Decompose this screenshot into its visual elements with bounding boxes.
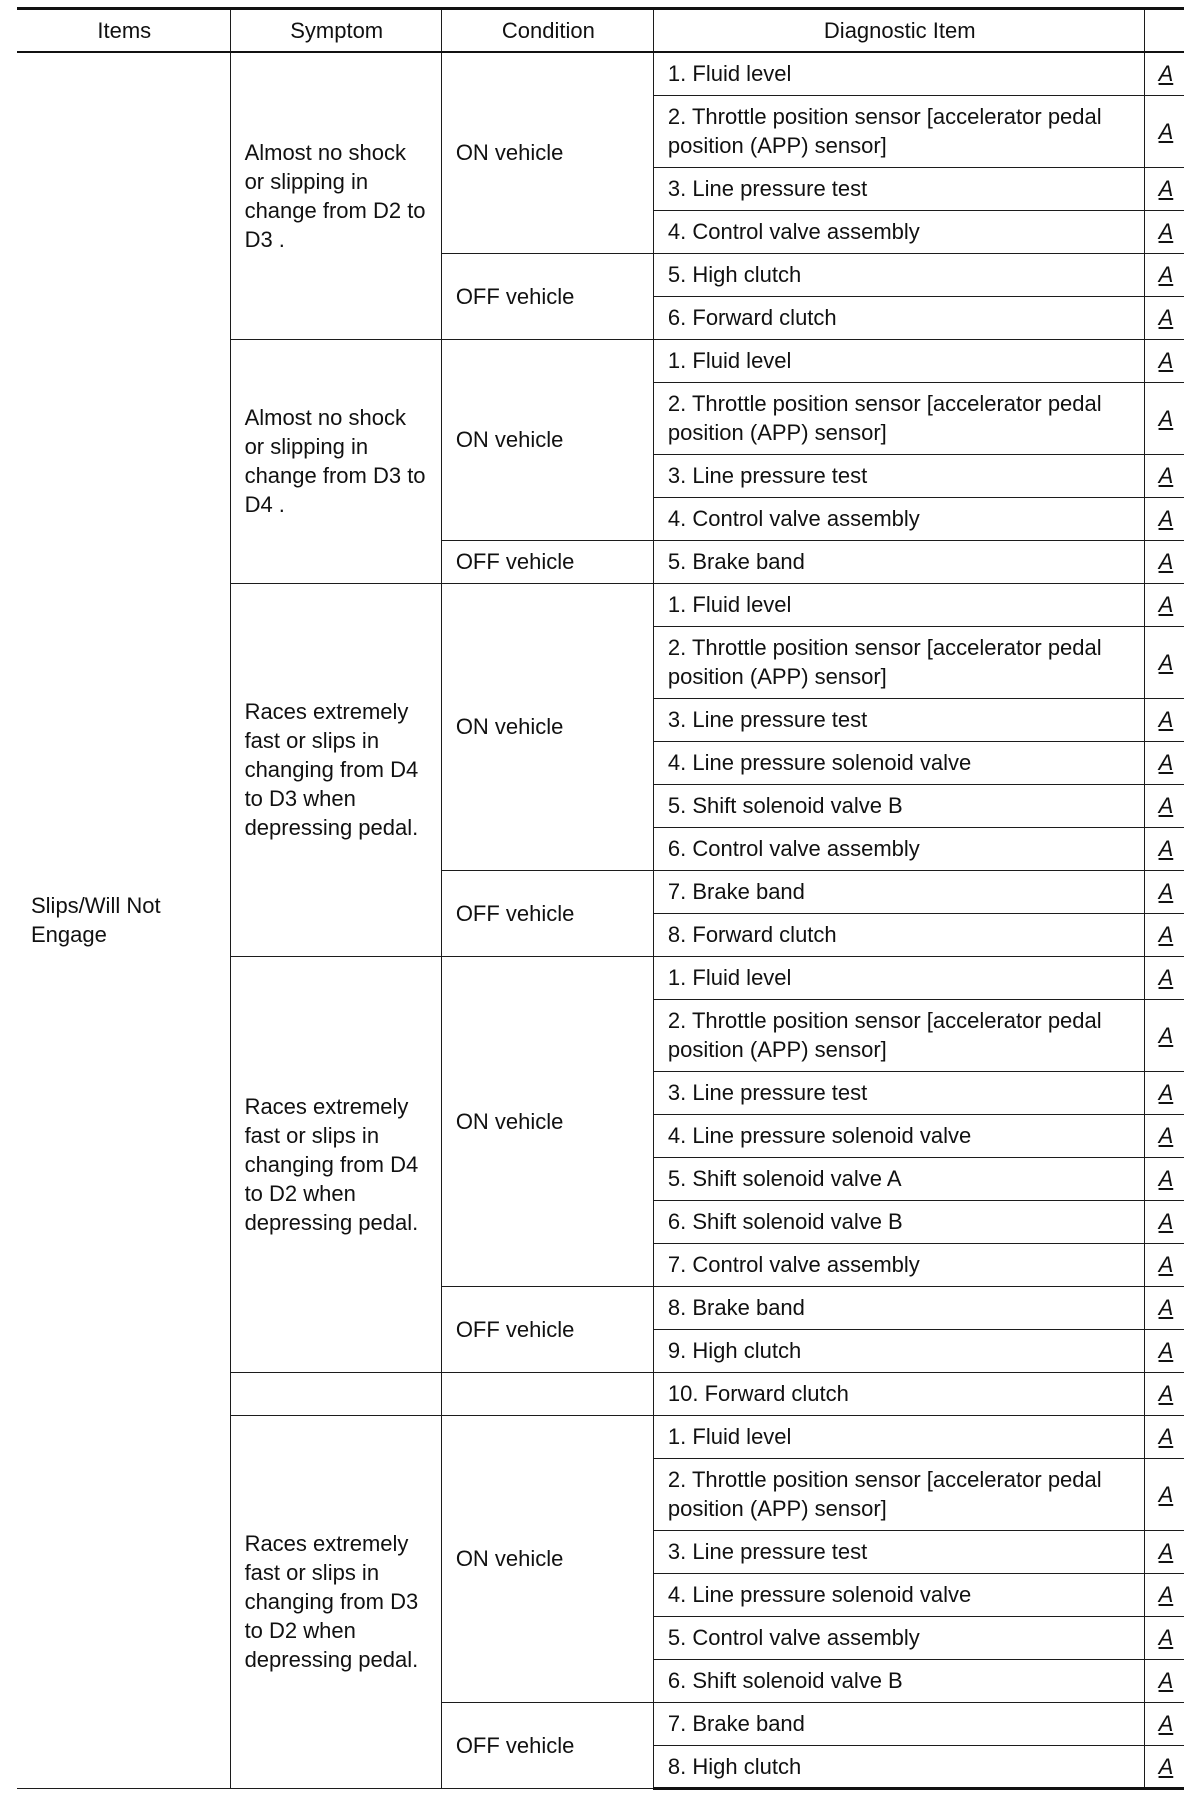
diagnostic-item: 4. Line pressure solenoid valve — [653, 1114, 1144, 1157]
condition-on-vehicle: ON vehicle — [441, 339, 653, 540]
reference-link[interactable]: A — [1144, 296, 1184, 339]
reference-link[interactable]: A — [1144, 626, 1184, 698]
diagnostic-item: 5. Shift solenoid valve B — [653, 784, 1144, 827]
reference-link[interactable]: A — [1144, 1530, 1184, 1573]
diagnostic-item: 6. Control valve assembly — [653, 827, 1144, 870]
reference-link[interactable]: A — [1144, 1702, 1184, 1745]
header-items: Items — [17, 9, 230, 53]
table-row — [17, 52, 1184, 95]
diagnostic-item: 4. Line pressure solenoid valve — [653, 741, 1144, 784]
diagnostic-item: 7. Control valve assembly — [653, 1243, 1144, 1286]
reference-link[interactable]: A — [1144, 1071, 1184, 1114]
reference-link[interactable]: A — [1144, 698, 1184, 741]
diagnostic-item: 2. Throttle position sensor [accelerator pedal position (APP) sensor] — [653, 626, 1144, 698]
reference-link[interactable]: A — [1144, 870, 1184, 913]
reference-link[interactable]: A — [1144, 1415, 1184, 1458]
reference-link[interactable]: A — [1144, 253, 1184, 296]
diagnostic-item: 4. Line pressure solenoid valve — [653, 1573, 1144, 1616]
diagnostic-item: 9. High clutch — [653, 1329, 1144, 1372]
reference-link[interactable]: A — [1144, 1573, 1184, 1616]
symptom-cell: Races extremely fast or slips in changing from D3 to D2 when depressing pedal. — [230, 1415, 441, 1788]
diagnostic-item: 6. Forward clutch — [653, 296, 1144, 339]
diagnostic-item: 8. Forward clutch — [653, 913, 1144, 956]
diagnostic-item: 5. Control valve assembly — [653, 1616, 1144, 1659]
diagnostic-item: 5. Brake band — [653, 540, 1144, 583]
reference-link[interactable]: A — [1144, 95, 1184, 167]
reference-link[interactable]: A — [1144, 167, 1184, 210]
reference-link[interactable]: A — [1144, 1114, 1184, 1157]
items-cell: Slips/Will Not Engage — [17, 52, 230, 1788]
diagnostic-item: 2. Throttle position sensor [accelerator pedal position (APP) sensor] — [653, 999, 1144, 1071]
condition-off-vehicle: OFF vehicle — [441, 253, 653, 339]
diagnostic-item: 8. Brake band — [653, 1286, 1144, 1329]
reference-link[interactable]: A — [1144, 1745, 1184, 1788]
symptom-cell: Races extremely fast or slips in changing from D4 to D2 when depressing pedal. — [230, 956, 441, 1372]
table-header-row — [17, 9, 1184, 53]
diagnostic-item: 1. Fluid level — [653, 339, 1144, 382]
reference-link[interactable]: A — [1144, 583, 1184, 626]
reference-link[interactable]: A — [1144, 52, 1184, 95]
reference-link[interactable]: A — [1144, 1329, 1184, 1372]
condition-on-vehicle: ON vehicle — [441, 1415, 653, 1702]
diagnostic-item: 10. Forward clutch — [653, 1372, 1144, 1415]
reference-link[interactable]: A — [1144, 210, 1184, 253]
diagnostic-item: 2. Throttle position sensor [accelerator pedal position (APP) sensor] — [653, 95, 1144, 167]
diagnostic-item: 8. High clutch — [653, 1745, 1144, 1788]
diagnostic-item: 1. Fluid level — [653, 956, 1144, 999]
reference-link[interactable]: A — [1144, 1286, 1184, 1329]
diagnosis-table-sheet — [17, 7, 1184, 1790]
reference-link[interactable]: A — [1144, 1372, 1184, 1415]
diagnostic-item: 5. High clutch — [653, 253, 1144, 296]
diagnostic-item: 3. Line pressure test — [653, 454, 1144, 497]
symptom-cell: Almost no shock or slipping in change from D3 to D4 . — [230, 339, 441, 583]
condition-off-vehicle: OFF vehicle — [441, 1286, 653, 1372]
symptom-cell: Races extremely fast or slips in changing from D4 to D3 when depressing pedal. — [230, 583, 441, 956]
diagnostic-item: 4. Control valve assembly — [653, 497, 1144, 540]
condition-off-vehicle: OFF vehicle — [441, 870, 653, 956]
diagnostic-item: 1. Fluid level — [653, 1415, 1144, 1458]
header-diagnostic-item: Diagnostic Item — [653, 9, 1144, 53]
diagnostic-item: 3. Line pressure test — [653, 1530, 1144, 1573]
reference-link[interactable]: A — [1144, 1659, 1184, 1702]
symptom-cell: Almost no shock or slipping in change from D2 to D3 . — [230, 52, 441, 339]
reference-link[interactable]: A — [1144, 913, 1184, 956]
diagnosis-table — [17, 7, 1184, 1790]
reference-link[interactable]: A — [1144, 1243, 1184, 1286]
diagnostic-item: 4. Control valve assembly — [653, 210, 1144, 253]
condition-on-vehicle: ON vehicle — [441, 956, 653, 1286]
reference-link[interactable]: A — [1144, 784, 1184, 827]
header-reference — [1144, 9, 1184, 53]
reference-link[interactable]: A — [1144, 1200, 1184, 1243]
symptom-cell-empty — [230, 1372, 441, 1415]
diagnostic-item: 7. Brake band — [653, 870, 1144, 913]
diagnostic-item: 7. Brake band — [653, 1702, 1144, 1745]
condition-on-vehicle: ON vehicle — [441, 583, 653, 870]
diagnostic-item: 2. Throttle position sensor [accelerator pedal position (APP) sensor] — [653, 382, 1144, 454]
diagnostic-item: 6. Shift solenoid valve B — [653, 1200, 1144, 1243]
reference-link[interactable]: A — [1144, 339, 1184, 382]
diagnostic-item: 3. Line pressure test — [653, 167, 1144, 210]
table-body — [17, 52, 1184, 1788]
reference-link[interactable]: A — [1144, 956, 1184, 999]
reference-link[interactable]: A — [1144, 827, 1184, 870]
reference-link[interactable]: A — [1144, 497, 1184, 540]
diagnostic-item: 1. Fluid level — [653, 583, 1144, 626]
diagnostic-item: 3. Line pressure test — [653, 1071, 1144, 1114]
diagnostic-item: 5. Shift solenoid valve A — [653, 1157, 1144, 1200]
diagnostic-item: 6. Shift solenoid valve B — [653, 1659, 1144, 1702]
condition-off-vehicle: OFF vehicle — [441, 1702, 653, 1788]
header-condition: Condition — [441, 9, 653, 53]
diagnostic-item: 3. Line pressure test — [653, 698, 1144, 741]
reference-link[interactable]: A — [1144, 454, 1184, 497]
condition-on-vehicle: ON vehicle — [441, 52, 653, 253]
reference-link[interactable]: A — [1144, 999, 1184, 1071]
diagnostic-item: 1. Fluid level — [653, 52, 1144, 95]
reference-link[interactable]: A — [1144, 1616, 1184, 1659]
reference-link[interactable]: A — [1144, 382, 1184, 454]
reference-link[interactable]: A — [1144, 1458, 1184, 1530]
reference-link[interactable]: A — [1144, 1157, 1184, 1200]
condition-off-vehicle: OFF vehicle — [441, 540, 653, 583]
header-symptom: Symptom — [230, 9, 441, 53]
reference-link[interactable]: A — [1144, 540, 1184, 583]
reference-link[interactable]: A — [1144, 741, 1184, 784]
condition-cell-empty — [441, 1372, 653, 1415]
diagnostic-item: 2. Throttle position sensor [accelerator pedal position (APP) sensor] — [653, 1458, 1144, 1530]
